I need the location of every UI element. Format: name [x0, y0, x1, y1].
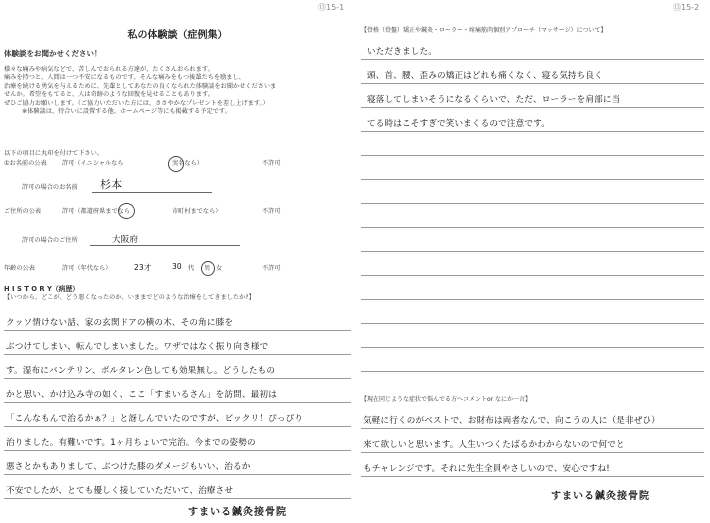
- history-line: す。湿布にバンテリン、ボルタレン色しても効果無し。どうしたもの: [6, 366, 276, 376]
- history-line: 悪さとかもありまして、ぶつけた膝のダメージもいい、治るか: [6, 462, 251, 472]
- history-line: ぶつけてしまい、転んでしまいました。ワザではなく振り向き様で: [6, 342, 269, 352]
- name-field-value[interactable]: 杉本: [100, 178, 123, 191]
- intro-line: ぜひご協力お願いします。（ご協力いただいた方には、ささやかなプレゼントを差し上げます。）: [4, 99, 269, 107]
- writing-rule: [361, 155, 704, 156]
- writing-rule: [361, 203, 704, 204]
- writing-rule: [361, 59, 704, 60]
- writing-rule: [4, 330, 351, 331]
- writing-rule: [361, 452, 704, 453]
- intro-line: 様々な痛みや病気などで、苦しんでおられる方達が、たくさんおられます。: [4, 66, 214, 73]
- decade-value[interactable]: 30: [172, 262, 182, 271]
- address-option-deny[interactable]: 不許可: [262, 208, 281, 215]
- writing-rule: [4, 354, 351, 355]
- writing-rule: [4, 378, 351, 379]
- intro-text: [4, 66, 276, 116]
- writing-rule: [4, 474, 351, 475]
- advice-line: 来て欲しいと思います。人生いつくたばるかわからないので何でと: [363, 440, 625, 450]
- writing-rule: [361, 371, 704, 372]
- clinic-name-footer: すまいる鍼灸接骨院: [551, 491, 650, 502]
- history-line: 治りました。有難いです。1ヶ月ちょいで完治。今までの姿勢の: [6, 438, 256, 448]
- address-field-label: 許可の場合のご住所: [22, 237, 78, 244]
- selection-circle: [168, 156, 184, 172]
- writing-rule: [361, 83, 704, 84]
- age-value[interactable]: 23才: [134, 263, 152, 272]
- address-option-prefecture[interactable]: 許可（都道府県までなら: [62, 208, 131, 215]
- advice-line: 気軽に行くのがベストで、お財布は両者なんで、向こうの人に（是非ぜひ）: [363, 416, 660, 426]
- request-heading: 体験談をお聞かせください！: [4, 49, 102, 58]
- selection-circle: [201, 261, 215, 276]
- page-number: ⑬15-2: [673, 3, 700, 12]
- advice-line: もチャレンジです。それに先生全員やさしいので、安心ですね!: [363, 464, 610, 474]
- name-option-initial[interactable]: 許可（イニシャルなら: [62, 160, 124, 167]
- right-page: [355, 0, 710, 523]
- name-underline: [92, 192, 212, 193]
- writing-rule: [361, 227, 704, 228]
- writing-rule: [361, 476, 704, 477]
- intro-line: せんか。希望をもてると、人は奇跡のような回復を見せることもあります。: [4, 91, 214, 99]
- history-line: クッソ情けない話、家の玄関ドアの横の木、その角に膝を: [6, 318, 234, 328]
- age-option-deny[interactable]: 不許可: [262, 265, 281, 272]
- history-line: 「こんなもんで治るかぁ？」と訝しんでいたのですが、ビックリ！ぴっぴり: [6, 414, 303, 424]
- treatment-line: 頭、首、腰、歪みの矯正はどれも痛くなく、寝る気持ち良く: [367, 71, 603, 81]
- history-line: 不安でしたが、とても優しく接していただいて、治療させ: [6, 486, 234, 496]
- history-title: H I S T O R Y（病歴）: [4, 285, 80, 293]
- name-option-realname[interactable]: 実名なら）: [172, 160, 203, 167]
- address-field-value[interactable]: 大阪府: [112, 235, 139, 245]
- mark-instruction: 以下の項目に丸印を付けて下さい。: [4, 150, 103, 157]
- writing-rule: [361, 299, 704, 300]
- name-option-deny[interactable]: 不許可: [262, 160, 281, 167]
- writing-rule: [4, 450, 351, 451]
- intro-line: 治療を続ける勇気を与えるために、先輩としてあなたの良くなられた体験談をお聞かせくださいま: [4, 82, 277, 90]
- writing-rule: [361, 347, 704, 348]
- treatment-line: いただきました。: [367, 47, 437, 57]
- intro-line: ※体験談は、待合いに設置する他、ホームページ等にも掲載する予定です。: [22, 108, 231, 116]
- sex-option-male[interactable]: 男: [204, 265, 211, 272]
- advice-header: 【現在同じような症状で悩んでる方へコメントor なにか一言】: [361, 396, 532, 403]
- writing-rule: [361, 251, 704, 252]
- decade-unit: 代: [188, 265, 195, 272]
- page-number: ⑬15-1: [318, 3, 345, 12]
- writing-rule: [361, 107, 704, 108]
- selection-circle: [118, 203, 135, 219]
- treatment-line: 寝落してしまいそうになるくらいで、ただ、ローラーを肩部に当: [367, 95, 621, 105]
- writing-rule: [361, 275, 704, 276]
- page-title: 私の体験談（症例集）: [127, 30, 228, 41]
- clinic-name-footer: すまいる鍼灸接骨院: [188, 507, 287, 518]
- writing-rule: [361, 131, 704, 132]
- treatment-line: てる時はこそすぎで笑いまくるので注意です。: [367, 119, 550, 129]
- writing-rule: [4, 402, 351, 403]
- age-option-decade[interactable]: 許可（年代なら）: [62, 265, 112, 272]
- age-publish-label: 年齢の公表: [4, 265, 35, 272]
- name-publish-label: ①お名前の公表: [4, 160, 47, 167]
- sex-option-female[interactable]: 女: [216, 265, 223, 272]
- writing-rule: [361, 179, 704, 180]
- treatment-header: 【骨格（骨盤）矯正や鍼灸・ローラー・疼痛筋肉個別アプローチ（マッサージ）について】: [361, 27, 607, 34]
- writing-rule: [361, 428, 704, 429]
- address-option-city[interactable]: 市町村までなら）: [172, 208, 222, 215]
- writing-rule: [4, 426, 351, 427]
- address-underline: [90, 245, 240, 246]
- writing-rule: [361, 323, 704, 324]
- name-field-label: 許可の場合のお名前: [22, 184, 78, 191]
- intro-line: 痛みを持つと、人間は一つ不安になるものです。そんな痛みをもつ後輩たちを励まし、: [4, 74, 245, 82]
- address-publish-label: ご住所の公表: [4, 208, 42, 215]
- writing-rule: [4, 498, 351, 499]
- history-line: かと思い、かけ込み寺の如く、ここ「すまいるさん」を訪問、最初は: [6, 390, 277, 400]
- history-prompt: 【いつから、どこが、どう悪くなったのか、いままでどのような治療をしてきましたか?】: [4, 294, 255, 301]
